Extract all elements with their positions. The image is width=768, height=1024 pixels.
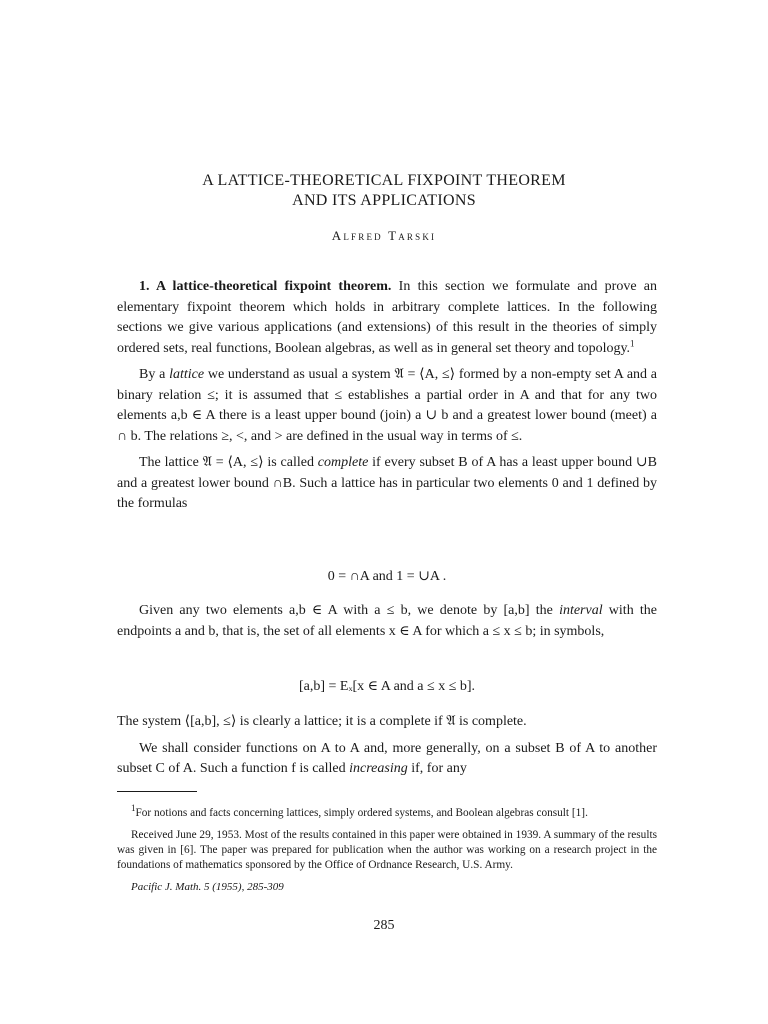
section-1-body-end (117, 712, 657, 780)
footnotes (117, 803, 657, 895)
author-name: Alfred Tarski (331, 228, 437, 243)
title-line-1: A LATTICE-THEORETICAL FIXPOINT THEOREM (202, 172, 566, 189)
section-heading: 1. A lattice-theoretical fixpoint theorem. (139, 279, 392, 294)
footnote-1: $^1$For notions and facts concerning lattices, simply ordered systems, and Boolean algebras consult [1]. (131, 803, 588, 819)
footnote-marker: 1 (630, 337, 635, 348)
term-increasing: increasing (349, 761, 408, 776)
section-1-body-continued (117, 601, 657, 642)
term-interval: interval (559, 603, 603, 618)
intro-text: In this section we formulate and prove an elementary fixpoint theorem which holds in arbitrary complete lattices. In the following sections we give various applications (and extensions) of this result in the theories of simply ordered sets, real functions, Boolean algebras, as well as in general set theory and topology. (117, 279, 657, 356)
footnote-rule (117, 791, 197, 792)
paragraph-system: The system ⟨[a,b], ≤⟩ is clearly a lattice; it is a complete if 𝔄 is complete. (117, 714, 527, 729)
paragraph-interval: Given any two elements a,b ∈ A with a ≤ b, we denote by [a,b] the interval with the endpoints a and b, that is, the set of all elements x ∈ A for which a ≤ x ≤ b; in symbols, (117, 603, 657, 639)
paper-title (0, 171, 768, 211)
paragraph-intro (117, 277, 657, 359)
journal-citation: Pacific J. Math. 5 (1955), 285-309 (131, 881, 284, 893)
paragraph-lattice-definition: By a lattice we understand as usual a system 𝔄 = ⟨A, ≤⟩ formed by a non-empty set A and a binary relation ≤; it is assumed that ≤ establishes a partial order in A and that for any two elements a,b ∈ A there is a least upper bound (join) a ∪ b and a greatest lower bound (meet) a ∩ b. The relations ≥, <, and > are defined in the usual way in terms of ≤. (117, 367, 657, 444)
section-1-body (117, 277, 657, 515)
received-note: Received June 29, 1953. Most of the results contained in this paper were obtained in 1939. A summary of the results was given in [6]. The paper was prepared for publication when the author was working on a research project in the foundations of mathematics sponsored by the Office of Ordnance Research, U.S. Army. (117, 829, 657, 871)
page-number: 285 (373, 918, 395, 933)
term-complete: complete (317, 455, 369, 470)
term-lattice: lattice (169, 367, 205, 382)
display-formula-zero-one: 0 = ∩A and 1 = ∪A . (327, 569, 447, 584)
paragraph-functions: We shall consider functions on A to A and, more generally, on a subset B of A to another subset C of A. Such a function f is called increasing if, for any (117, 740, 657, 776)
title-line-2: AND ITS APPLICATIONS (292, 192, 476, 209)
display-formula-interval: [a,b] = Eₓ[x ∈ A and a ≤ x ≤ b]. (298, 679, 476, 694)
paragraph-complete-lattice: The lattice 𝔄 = ⟨A, ≤⟩ is called complete if every subset B of A has a least upper bound ∪B and a greatest lower bound ∩B. Such a lattice has in particular two elements 0 and 1 defined by the formulas (117, 455, 658, 511)
